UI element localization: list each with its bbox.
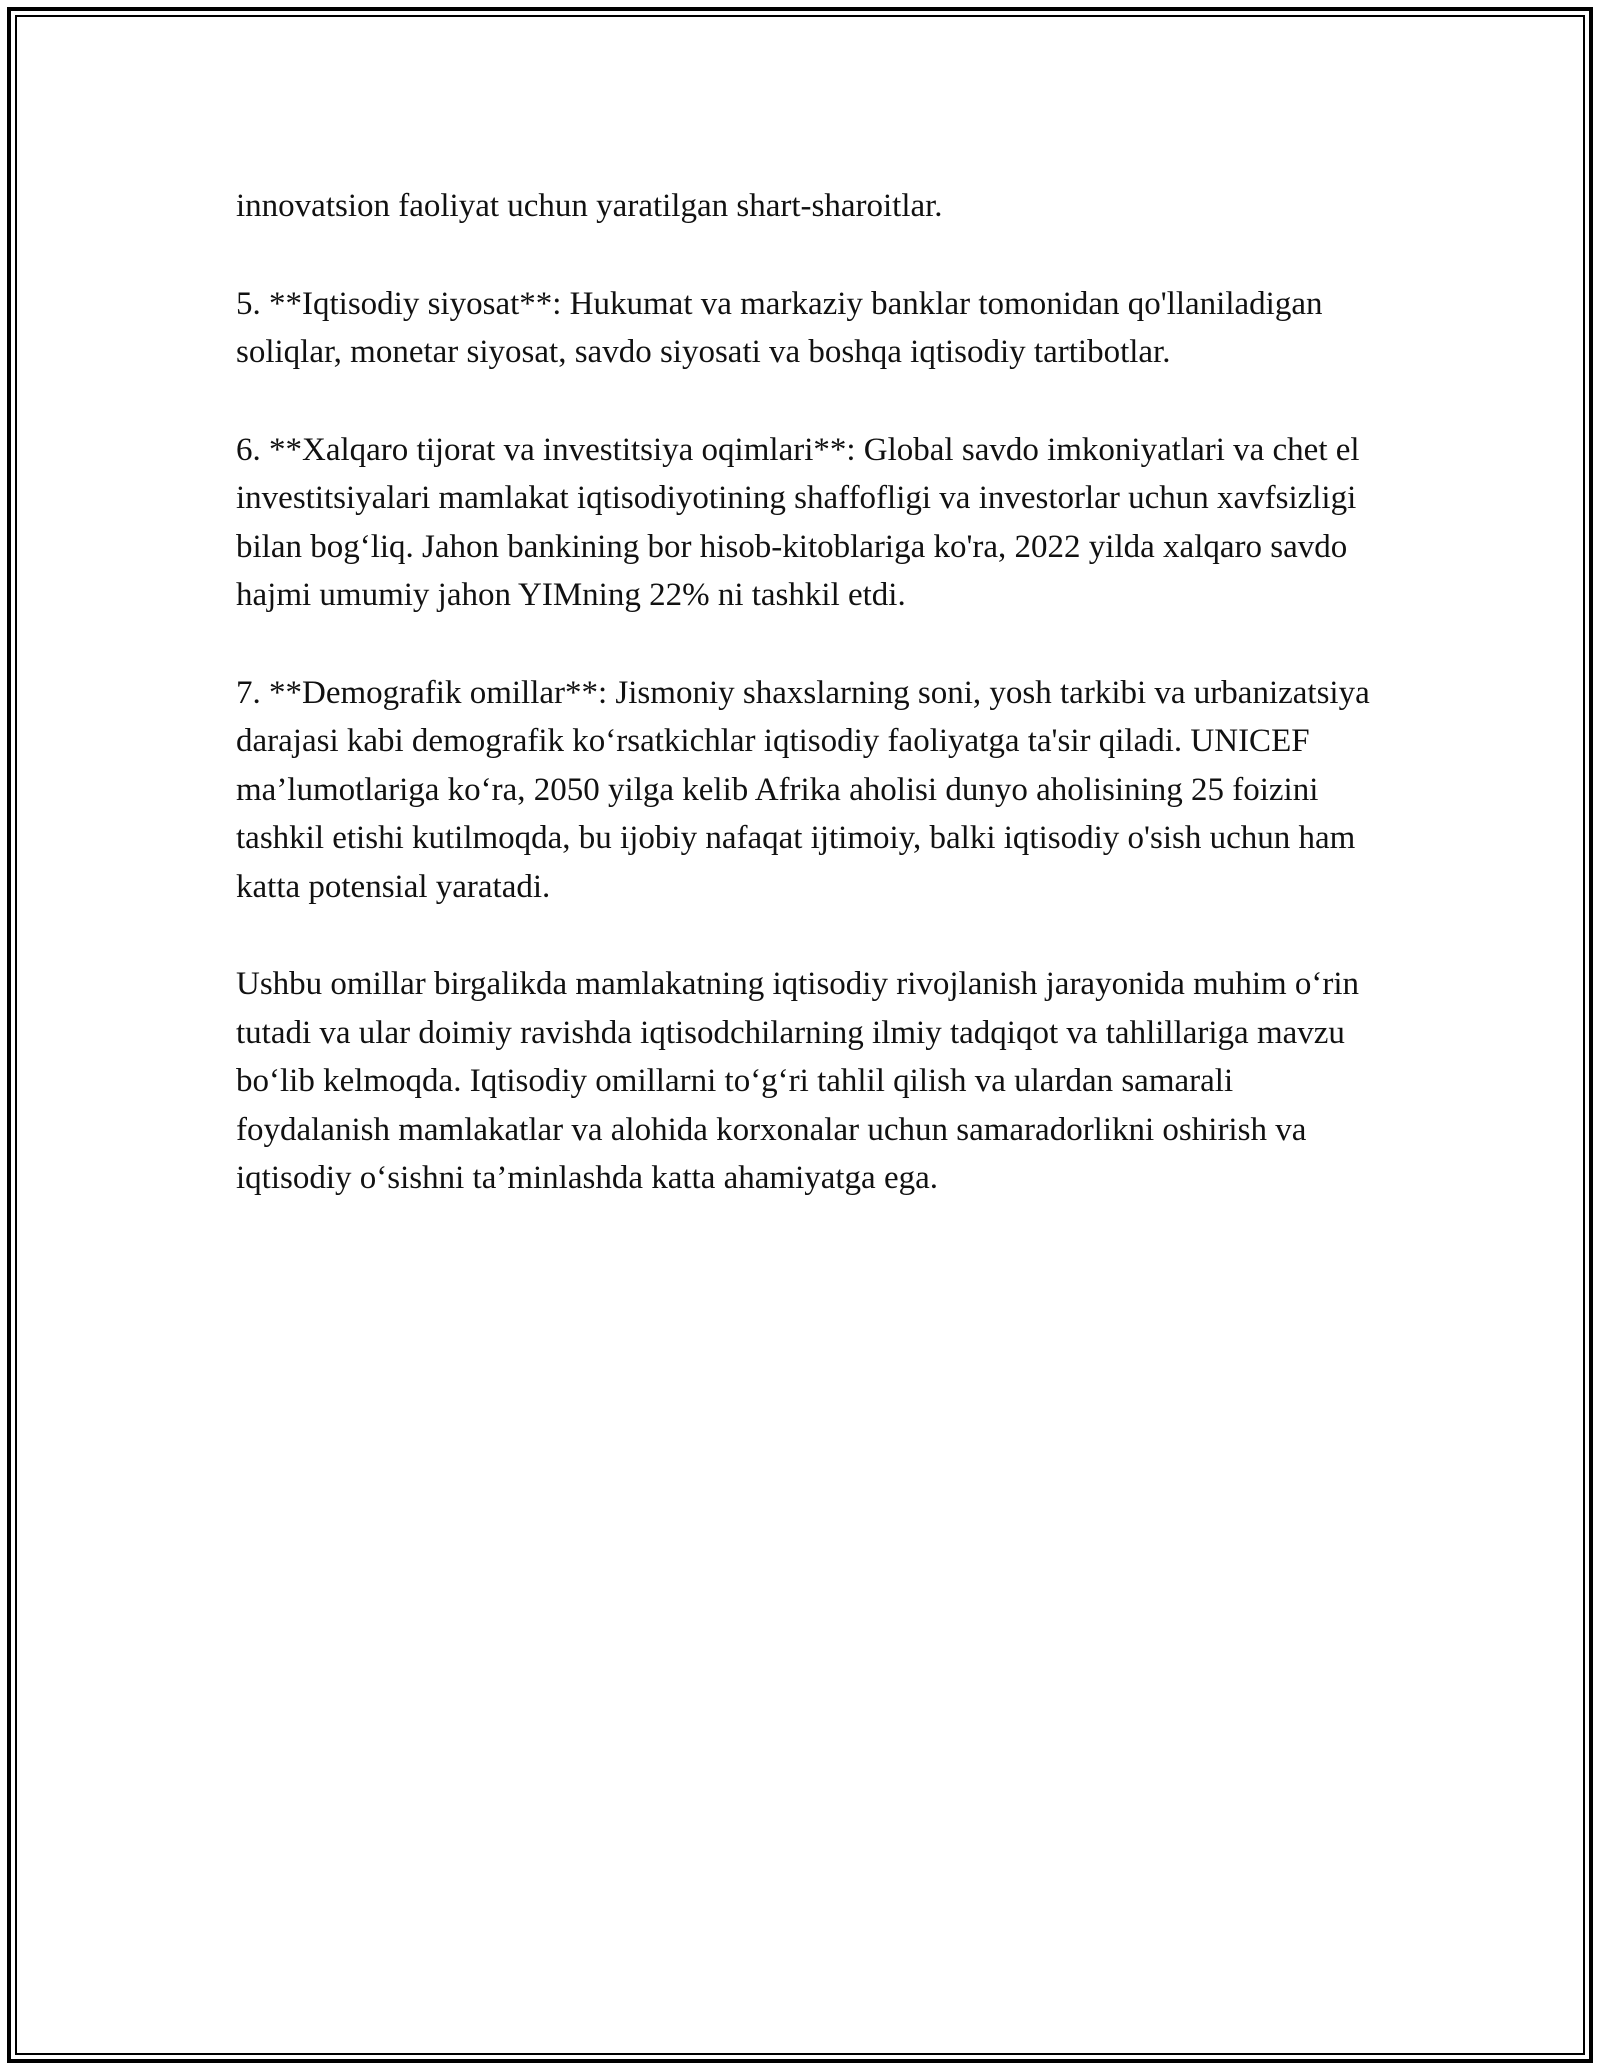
paragraph-item-7: 7. **Demografik omillar**: Jismoniy shaxslarning soni, yosh tarkibi va urbanizatsiya darajasi kabi demografik ko‘rsatkichlar iqtisodiy faoliyatga ta'sir qiladi. UNICEF ma’lumotlariga ko‘ra, 2050 yilga kelib Afrika aholisi dunyo aholisining 25 foizini tashkil etishi kutilmoqda, bu ijobiy nafaqat ijtimoiy, balki iqtisodiy o'sish uchun ham katta potensial yaratadi.: [236, 674, 1370, 905]
paragraph-continuation: innovatsion faoliyat uchun yaratilgan shart-sharoitlar.: [236, 188, 943, 224]
paragraph-item-6: 6. **Xalqaro tijorat va investitsiya oqimlari**: Global savdo imkoniyatlari va chet el investitsiyalari mamlakat iqtisodiyotining shaffofligi va investorlar uchun xavfsizligi bilan bog‘liq. Jahon bankining bor hisob-kitoblariga ko'ra, 2022 yilda xalqaro savdo hajmi umumiy jahon YIMning 22% ni tashkil etdi.: [236, 431, 1360, 613]
paragraph-conclusion: Ushbu omillar birgalikda mamlakatning iqtisodiy rivojlanish jarayonida muhim o‘rin tutadi va ular doimiy ravishda iqtisodchilarning ilmiy tadqiqot va tahlillariga mavzu bo‘lib kelmoqda. Iqtisodiy omillarni to‘g‘ri tahlil qilish va ulardan samarali foydalanish mamlakatlar va alohida korxonalar uchun samaradorlikni oshirish va iqtisodiy o‘sishni ta’minlashda katta ahamiyatga ega.: [236, 966, 1360, 1196]
document-body: [236, 182, 1376, 1252]
paragraph-item-5: 5. **Iqtisodiy siyosat**: Hukumat va markaziy banklar tomonidan qo'llaniladigan soliqlar, monetar siyosat, savdo siyosati va boshqa iqtisodiy tartibotlar.: [236, 285, 1323, 370]
